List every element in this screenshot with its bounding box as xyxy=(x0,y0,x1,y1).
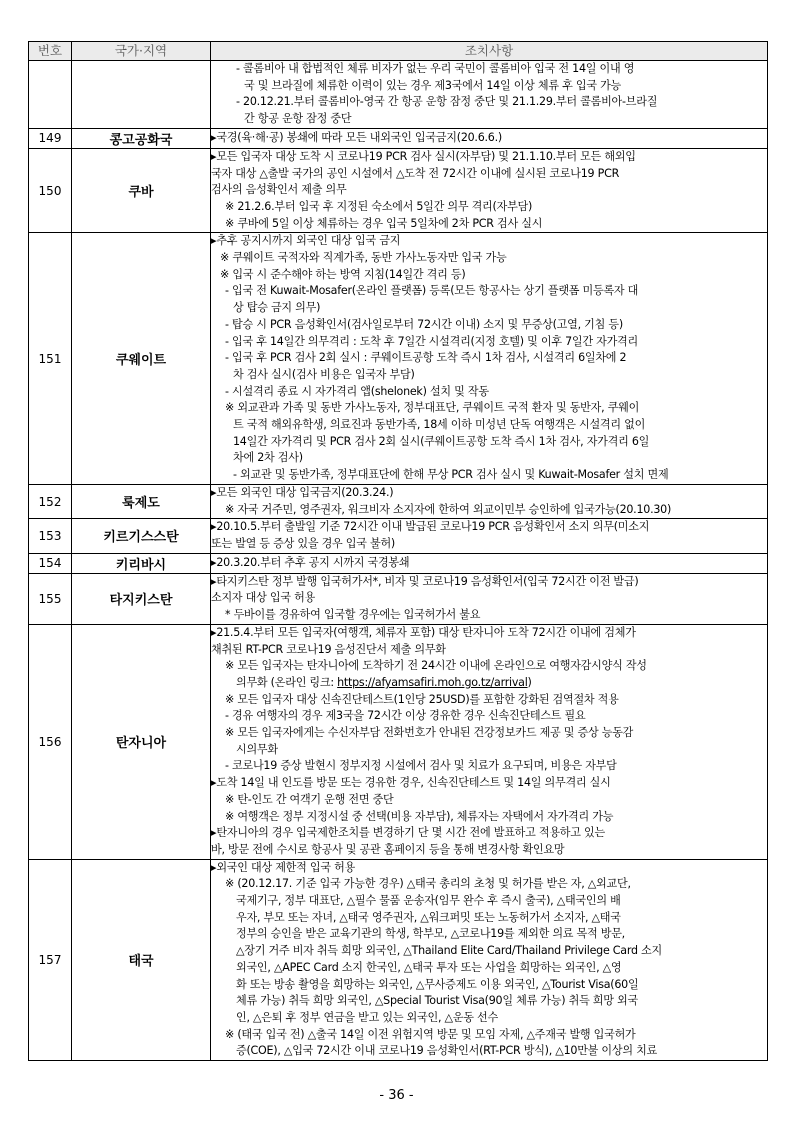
measure-cell xyxy=(211,553,768,573)
measure-text: 소지자 대상 입국 허용 xyxy=(211,591,316,605)
measure-text: 14일간 자가격리 및 PCR 검사 2회 실시(쿠웨이트공항 도착 즉시 1차 검사, 자가격리 6일 xyxy=(233,434,650,448)
measure-text: 정부의 승인을 받은 교육기관의 학생, 학부모, △코로나19를 제외한 의료 목적 방문, xyxy=(236,927,625,941)
measure-text: ▸모든 입국자 대상 도착 시 코로나19 PCR 검사 실시(자부담) 및 21.1.10.부터 모든 해외입 xyxy=(211,149,636,163)
measure-text: ※ 모든 입국자는 탄자니아에 도착하기 전 24시간 이내에 온라인으로 여행자감시양식 작성 xyxy=(225,659,647,673)
measure-line xyxy=(211,590,767,607)
measure-line xyxy=(211,725,767,742)
measure-text: 국 및 브라질에 체류한 이력이 있는 경우 제3국에서 14일 이상 체류 후 입국 가능 xyxy=(244,78,622,92)
measure-line xyxy=(211,400,767,417)
measure-text: 채취된 RT-PCR 코로나19 음성진단서 제출 의무화 xyxy=(211,642,446,656)
measure-line xyxy=(211,384,767,401)
row-number: 153 xyxy=(29,519,72,553)
measure-text: ▸도착 14일 내 인도를 방문 또는 경유한 경우, 신속진단테스트 및 14일 의무격리 실시 xyxy=(211,776,611,790)
measure-text: ▸모든 외국인 대상 입국금지(20.3.24.) xyxy=(211,485,394,499)
measure-text-tail: ) xyxy=(527,675,532,689)
measure-line xyxy=(211,876,767,893)
arrival-form-link[interactable]: https://afyamsafiri.moh.go.tz/arrival xyxy=(337,675,528,689)
measure-text: ※ 입국 시 준수해야 하는 방역 지침(14일간 격리 등) xyxy=(220,267,466,281)
measure-line xyxy=(211,78,767,95)
measure-line xyxy=(211,960,767,977)
measure-text: 국자 대상 △출발 국가의 공인 시설에서 △도착 전 72시간 이내에 실시된 코로나19 PCR xyxy=(211,166,620,180)
measure-line xyxy=(211,1043,767,1060)
measure-line xyxy=(211,742,767,759)
row-number: 157 xyxy=(29,859,72,1060)
table-row xyxy=(29,573,768,624)
measure-text: 차에 2차 검사) xyxy=(233,451,303,465)
measure-text: ※ (태국 입국 전) △출국 14일 이전 위험지역 방문 및 모임 자제, △주재국 발행 입국허가 xyxy=(225,1027,636,1041)
measure-text: ※ 탄-인도 간 여객기 운행 전면 중단 xyxy=(225,792,394,806)
measure-text: ※ 모든 입국자에게는 수신자부담 전화번호가 안내된 건강정보카드 제공 및 증상 능동감 xyxy=(225,726,634,740)
measure-line xyxy=(211,792,767,809)
measure-text: 또는 발열 등 증상 있을 경우 입국 불허) xyxy=(211,536,396,550)
measure-text: 외국인, △APEC Card 소지 한국인, △태국 투자 또는 사업을 희망하는 외국인, △영 xyxy=(236,960,622,974)
table-row xyxy=(29,519,768,553)
table-row xyxy=(29,233,768,485)
row-number: 150 xyxy=(29,148,72,233)
measure-line xyxy=(211,94,767,111)
country-name: 콩고공화국 xyxy=(72,128,211,148)
row-number xyxy=(29,61,72,129)
table-row xyxy=(29,859,768,1060)
measure-cell xyxy=(211,519,768,553)
measure-line xyxy=(211,166,767,183)
row-number: 156 xyxy=(29,624,72,859)
measure-line xyxy=(211,130,767,147)
measure-text: ▸국경(육·해·공) 봉쇄에 따라 모든 내외국인 입국금지(20.6.6.) xyxy=(211,130,502,144)
measure-line xyxy=(211,555,767,572)
measure-text: 우자, 부모 또는 자녀, △태국 영주권자, △워크퍼밋 또는 노동허가서 소지자, △태국 xyxy=(236,910,621,924)
measure-line xyxy=(211,775,767,792)
measure-line xyxy=(211,61,767,78)
measure-text: 상 탑승 금지 의무) xyxy=(233,301,321,315)
measure-line xyxy=(211,708,767,725)
measure-line xyxy=(211,825,767,842)
measure-cell xyxy=(211,484,768,518)
table-row xyxy=(29,61,768,129)
measure-text: ※ 21.2.6.부터 입국 후 지정된 숙소에서 5일간 의무 격리(자부담) xyxy=(225,199,533,213)
measure-line xyxy=(211,977,767,994)
measure-line xyxy=(211,519,767,536)
measure-line xyxy=(211,943,767,960)
measure-text: ▸외국인 대상 제한적 입국 허용 xyxy=(211,860,356,874)
measure-line xyxy=(211,450,767,467)
measure-line xyxy=(211,809,767,826)
table-row xyxy=(29,484,768,518)
header-country: 국가·지역 xyxy=(72,42,211,61)
measure-text: - 입국 전 Kuwait-Mosafer(온라인 플랫폼) 등록(모든 항공사는 상기 플랫폼 미등록자 대 xyxy=(225,284,639,298)
measure-text: 화 또는 방송 촬영을 희망하는 외국인, △무사증제도 이용 외국인, △Tourist Visa(60일 xyxy=(236,977,639,991)
measure-text: 트 국적 해외유학생, 의료진과 동반가족, 18세 이하 미성년 단독 여행객은 시설격리 없이 xyxy=(233,418,646,432)
row-number: 151 xyxy=(29,233,72,485)
measure-line xyxy=(211,334,767,351)
measure-cell xyxy=(211,573,768,624)
row-number: 152 xyxy=(29,484,72,518)
measure-line xyxy=(211,860,767,877)
measure-line xyxy=(211,283,767,300)
measure-line xyxy=(211,1027,767,1044)
country-name: 키리바시 xyxy=(72,553,211,573)
measure-line xyxy=(211,216,767,233)
measure-cell xyxy=(211,859,768,1060)
restrictions-table xyxy=(28,41,768,1061)
measure-text: ※ (20.12.17. 기준 입국 가능한 경우) △태국 총리의 초청 및 허가를 받은 자, △외교단, xyxy=(225,877,631,891)
measure-text: - 콜롬비아 내 합법적인 체류 비자가 없는 우리 국민이 콜롬비아 입국 전 14일 이내 영 xyxy=(236,62,635,75)
measure-line xyxy=(211,607,767,624)
measure-cell xyxy=(211,624,768,859)
country-name: 탄자니아 xyxy=(72,624,211,859)
measure-line xyxy=(211,467,767,484)
measure-line xyxy=(211,1010,767,1027)
measure-text: ※ 모든 입국자 대상 신속진단테스트(1인당 25USD)를 포함한 강화된 검역절차 적용 xyxy=(225,692,619,706)
table-row xyxy=(29,128,768,148)
country-name: 태국 xyxy=(72,859,211,1060)
measure-line xyxy=(211,893,767,910)
country-name: 쿠바 xyxy=(72,148,211,233)
measure-text: 인, △은퇴 후 정부 연금을 받고 있는 외국인, △운동 선수 xyxy=(236,1010,498,1024)
measure-line xyxy=(211,642,767,659)
measure-line xyxy=(211,149,767,166)
measure-text: 차 검사 실시(검사 비용은 입국자 부담) xyxy=(233,367,415,381)
measure-line xyxy=(211,536,767,553)
country-name: 쿠웨이트 xyxy=(72,233,211,485)
measure-line xyxy=(211,317,767,334)
row-number: 154 xyxy=(29,553,72,573)
measure-text: 검사의 음성확인서 제출 의무 xyxy=(211,183,347,197)
measure-cell xyxy=(211,233,768,485)
measure-line xyxy=(211,625,767,642)
measure-line xyxy=(211,675,767,692)
measure-text: ▸21.5.4.부터 모든 입국자(여행객, 체류자 포함) 대상 탄자니아 도착 72시간 이내에 검체가 xyxy=(211,625,636,639)
measure-line xyxy=(211,692,767,709)
measure-text: - 20.12.21.부터 콜롬비아-영국 간 항공 운항 잠정 중단 및 21.1.29.부터 콜롬비아-브라질 xyxy=(236,95,658,109)
measure-text: ※ 자국 거주민, 영주권자, 워크비자 소지자에 한하여 외교이민부 승인하에 입국가능(20.10.30) xyxy=(225,502,672,516)
measure-text: - 입국 후 PCR 검사 2회 실시 : 쿠웨이트공항 도착 즉시 1차 검사, 시설격리 6일차에 2 xyxy=(225,351,627,365)
row-number: 149 xyxy=(29,128,72,148)
measure-line xyxy=(211,993,767,1010)
measure-text: 증(COE), △입국 72시간 이내 코로나19 음성확인서(RT-PCR 방식), △10만불 이상의 치료 xyxy=(236,1044,658,1058)
header-num: 번호 xyxy=(29,42,72,61)
measure-line xyxy=(211,417,767,434)
measure-text: ▸추후 공지시까지 외국인 대상 입국 금지 xyxy=(211,234,401,248)
measure-line xyxy=(211,502,767,519)
measure-text: * 두바이를 경유하여 입국할 경우에는 입국허가서 불요 xyxy=(225,608,481,622)
measure-line xyxy=(211,350,767,367)
measure-cell xyxy=(211,61,768,129)
measure-line xyxy=(211,111,767,128)
measure-text: 간 항공 운항 잠정 중단 xyxy=(244,112,352,126)
measure-line xyxy=(211,926,767,943)
measure-text: - 입국 후 14일간 의무격리 : 도착 후 7일간 시설격리(지정 호텔) 및 이후 7일간 자가격리 xyxy=(225,334,638,348)
measure-line xyxy=(211,658,767,675)
measure-cell xyxy=(211,148,768,233)
table-row xyxy=(29,148,768,233)
country-name: 룩제도 xyxy=(72,484,211,518)
measure-text: - 경유 여행자의 경우 제3국을 72시간 이상 경유한 경우 신속진단테스트 필요 xyxy=(225,709,586,723)
measure-line xyxy=(211,250,767,267)
measure-line xyxy=(211,367,767,384)
measure-text: 체류 가능) 취득 희망 외국인, △Special Tourist Visa(90일 체류 가능) 취득 희망 외국 xyxy=(236,994,638,1008)
measure-text: ▸탄자니아의 경우 입국제한조치를 변경하기 단 몇 시간 전에 발표하고 적용하고 있는 xyxy=(211,826,605,840)
measure-text: △장기 거주 비자 취득 희망 외국인, △Thailand Elite Card/Thailand Privilege Card 소지 xyxy=(236,944,662,958)
country-name: 키르기스스탄 xyxy=(72,519,211,553)
measure-line xyxy=(211,434,767,451)
measure-line xyxy=(211,267,767,284)
measure-text: ▸20.10.5.부터 출발일 기준 72시간 이내 발급된 코로나19 PCR 음성확인서 소지 의무(미소지 xyxy=(211,520,650,534)
header-measure: 조치사항 xyxy=(211,42,768,61)
page-number: - 36 - xyxy=(379,1088,414,1103)
measure-line xyxy=(211,574,767,591)
table-row xyxy=(29,624,768,859)
measure-line xyxy=(211,233,767,250)
country-name xyxy=(72,61,211,129)
measure-text: - 탑승 시 PCR 음성확인서(검사일로부터 72시간 이내) 소지 및 무증상(고열, 기침 등) xyxy=(225,317,623,331)
measure-text: 국제기구, 정부 대표단, △필수 물품 운송자(임무 완수 후 즉시 출국), △태국인의 배 xyxy=(236,894,621,908)
measure-text: 의무화 (온라인 링크: xyxy=(236,675,338,689)
measure-line xyxy=(211,300,767,317)
measure-line xyxy=(211,182,767,199)
measure-cell xyxy=(211,128,768,148)
measure-text: - 시설격리 종료 시 자가격리 앱(shelonek) 설치 및 작동 xyxy=(225,384,489,398)
table-header-row xyxy=(29,42,768,61)
measure-line xyxy=(211,199,767,216)
measure-text: ▸20.3.20.부터 추후 공지 시까지 국경봉쇄 xyxy=(211,555,410,569)
measure-text: - 외교관 및 동반가족, 정부대표단에 한해 무상 PCR 검사 실시 및 Kuwait-Mosafer 설치 면제 xyxy=(233,468,669,482)
measure-line xyxy=(211,842,767,859)
measure-line xyxy=(211,758,767,775)
measure-text: ※ 쿠웨이트 국적자와 직계가족, 동반 가사노동자만 입국 가능 xyxy=(220,251,507,265)
measure-text: ▸타지키스탄 정부 발행 입국허가서*, 비자 및 코로나19 음성확인서(입국 72시간 이전 발급) xyxy=(211,574,639,588)
country-name: 타지키스탄 xyxy=(72,573,211,624)
measure-line xyxy=(211,485,767,502)
table-row xyxy=(29,553,768,573)
measure-text: 바, 방문 전에 수시로 항공사 및 공관 홈페이지 등을 통해 변경사항 확인요망 xyxy=(211,842,565,856)
measure-line xyxy=(211,910,767,927)
measure-text: ※ 쿠바에 5일 이상 체류하는 경우 입국 5일차에 2차 PCR 검사 실시 xyxy=(225,216,543,230)
measure-text: ※ 여행객은 정부 지정시설 중 선택(비용 자부담), 체류자는 자택에서 자가격리 가능 xyxy=(225,809,614,823)
measure-text: ※ 외교관과 가족 및 동반 가사노동자, 정부대표단, 쿠웨이트 국적 환자 및 동반자, 쿠웨이 xyxy=(225,401,640,415)
measure-text: 시의무화 xyxy=(236,742,278,756)
row-number: 155 xyxy=(29,573,72,624)
measure-text: - 코로나19 증상 발현시 정부지정 시설에서 검사 및 치료가 요구되며, 비용은 자부담 xyxy=(225,759,617,773)
